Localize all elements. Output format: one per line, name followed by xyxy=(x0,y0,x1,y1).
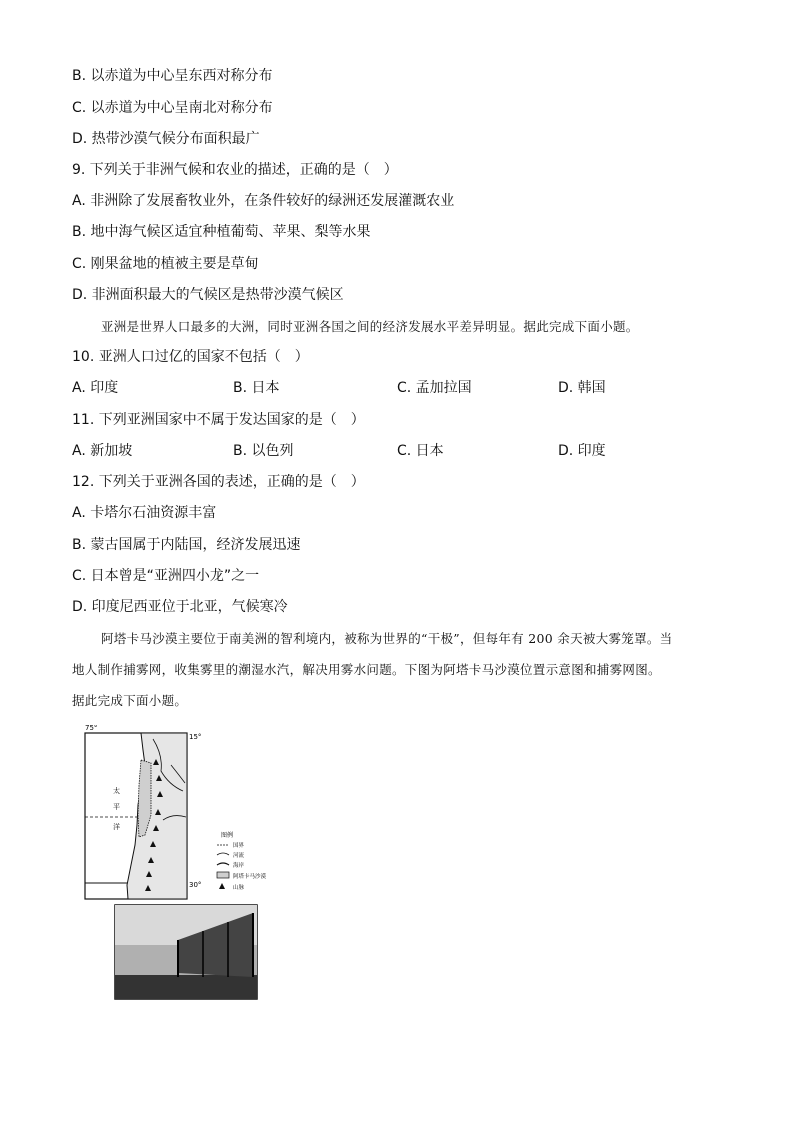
q12-option-b: B. 蒙古国属于内陆国，经济发展迅速 xyxy=(72,537,301,553)
atacama-location-map xyxy=(83,725,283,1000)
passage-atacama-line3: 据此完成下面小题。 xyxy=(72,693,188,708)
q9-stem: 9. 下列关于非洲气候和农业的描述，正确的是（ ） xyxy=(72,162,398,178)
q8-option-d: D. 热带沙漠气候分布面积最广 xyxy=(72,131,260,147)
passage-atacama-line1: 阿塔卡马沙漠主要位于南美洲的智利境内，被称为世界的“干极”，但每年有 200 余天被大雾笼罩。当 xyxy=(101,631,673,646)
q12-option-d: D. 印度尼西亚位于北亚，气候寒冷 xyxy=(72,599,288,615)
q12-option-c: C. 日本曾是“亚洲四小龙”之一 xyxy=(72,568,260,584)
passage-atacama-line2: 地人制作捕雾网，收集雾里的潮湿水汽，解决用雾水问题。下图为阿塔卡马沙漠位置示意图和捕雾网图。 xyxy=(72,662,661,677)
map-lat-bottom-label: 30° xyxy=(189,881,202,889)
legend-title: 图例 xyxy=(221,832,234,839)
ocean-label-1: 太 xyxy=(113,787,120,795)
q10-option-b: B. 日本 xyxy=(233,380,280,396)
legend-desert: 阿塔卡马沙漠 xyxy=(233,874,267,880)
q8-option-b: B. 以赤道为中心呈东西对称分布 xyxy=(72,68,273,84)
q12-stem: 12. 下列关于亚洲各国的表述，正确的是（ ） xyxy=(72,474,365,490)
q8-option-c: C. 以赤道为中心呈南北对称分布 xyxy=(72,100,273,116)
q12-option-a: A. 卡塔尔石油资源丰富 xyxy=(72,505,217,521)
q11-stem: 11. 下列亚洲国家中不属于发达国家的是（ ） xyxy=(72,412,365,428)
legend-coast: 海岸 xyxy=(233,863,245,869)
q9-option-d: D. 非洲面积最大的气候区是热带沙漠气候区 xyxy=(72,287,344,303)
legend-river: 河流 xyxy=(233,853,245,859)
q10-option-c: C. 孟加拉国 xyxy=(397,380,472,396)
q10-option-d: D. 韩国 xyxy=(558,380,606,396)
q11-option-d: D. 印度 xyxy=(558,443,606,459)
ocean-label-3: 洋 xyxy=(113,823,120,831)
q11-option-b: B. 以色列 xyxy=(233,443,294,459)
ocean-label-2: 平 xyxy=(113,803,120,811)
q11-option-a: A. 新加坡 xyxy=(72,443,133,459)
q9-option-b: B. 地中海气候区适宜种植葡萄、苹果、梨等水果 xyxy=(72,224,371,240)
fog-net-photo xyxy=(115,905,257,999)
legend-mountain: 山脉 xyxy=(233,885,245,891)
q9-option-c: C. 刚果盆地的植被主要是草甸 xyxy=(72,256,259,272)
q10-stem: 10. 亚洲人口过亿的国家不包括（ ） xyxy=(72,349,309,365)
q10-option-a: A. 印度 xyxy=(72,380,119,396)
legend-border: 国界 xyxy=(233,843,245,849)
atacama-figure xyxy=(83,725,283,1000)
map-lat-top-label: 15° xyxy=(189,733,202,741)
q11-option-c: C. 日本 xyxy=(397,443,444,459)
map-lon-label: 75° xyxy=(85,725,98,732)
passage-asia: 亚洲是世界人口最多的大洲，同时亚洲各国之间的经济发展水平差异明显。据此完成下面小题。 xyxy=(101,319,639,334)
q9-option-a: A. 非洲除了发展畜牧业外，在条件较好的绿洲还发展灌溉农业 xyxy=(72,193,455,209)
